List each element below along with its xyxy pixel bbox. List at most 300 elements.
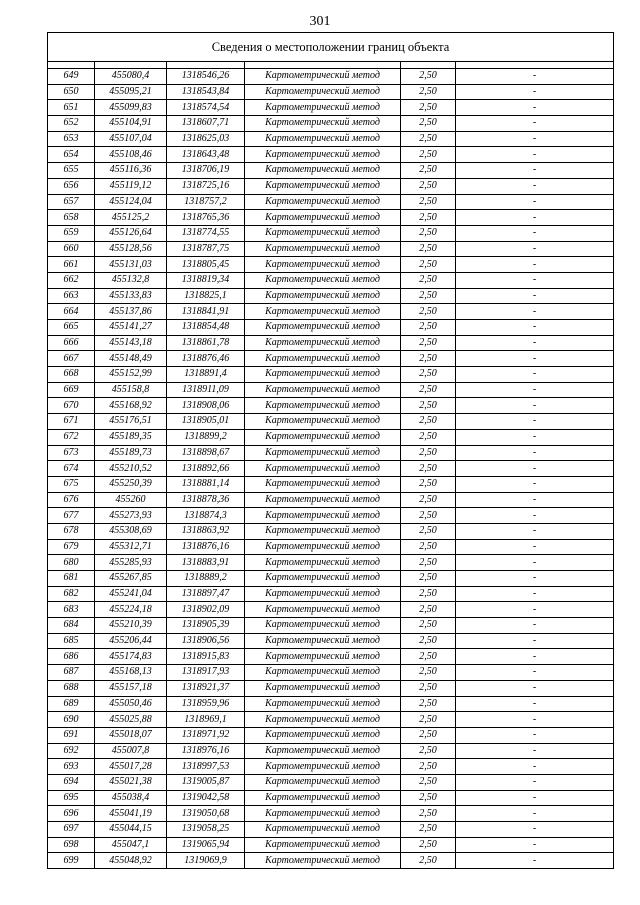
table-row: [48, 367, 614, 383]
x-coordinate-cell: 455168,13: [95, 665, 167, 681]
point-number-cell: 662: [48, 272, 95, 288]
method-cell: Картометрический метод: [245, 367, 401, 383]
x-coordinate-cell: 455104,91: [95, 116, 167, 132]
x-coordinate-cell: 455047,1: [95, 837, 167, 853]
y-coordinate-cell: 1318959,96: [167, 696, 245, 712]
accuracy-cell: 2,50: [401, 335, 456, 351]
method-cell: Картометрический метод: [245, 429, 401, 445]
table-row: [48, 194, 614, 210]
table-row: [48, 382, 614, 398]
table-row: [48, 727, 614, 743]
y-coordinate-cell: 1318917,93: [167, 665, 245, 681]
x-coordinate-cell: 455210,52: [95, 461, 167, 477]
table-row: [48, 633, 614, 649]
table-row: [48, 178, 614, 194]
method-cell: Картометрический метод: [245, 398, 401, 414]
y-coordinate-cell: 1318643,48: [167, 147, 245, 163]
table-row: [48, 398, 614, 414]
method-cell: Картометрический метод: [245, 210, 401, 226]
table-row: [48, 508, 614, 524]
point-number-cell: 652: [48, 116, 95, 132]
y-coordinate-cell: 1319065,94: [167, 837, 245, 853]
point-number-cell: 684: [48, 618, 95, 634]
x-coordinate-cell: 455132,8: [95, 272, 167, 288]
description-cell: -: [456, 743, 614, 759]
point-number-cell: 677: [48, 508, 95, 524]
point-number-cell: 682: [48, 586, 95, 602]
table-row: [48, 696, 614, 712]
table-row: [48, 461, 614, 477]
point-number-cell: 681: [48, 571, 95, 587]
method-cell: Картометрический метод: [245, 774, 401, 790]
table-row: [48, 163, 614, 179]
table-row: [48, 288, 614, 304]
point-number-cell: 679: [48, 539, 95, 555]
table-row: [48, 602, 614, 618]
point-number-cell: 688: [48, 680, 95, 696]
y-coordinate-cell: 1318607,71: [167, 116, 245, 132]
method-cell: Картометрический метод: [245, 445, 401, 461]
accuracy-cell: 2,50: [401, 618, 456, 634]
accuracy-cell: 2,50: [401, 790, 456, 806]
point-number-cell: 698: [48, 837, 95, 853]
accuracy-cell: 2,50: [401, 727, 456, 743]
table-row: [48, 774, 614, 790]
table-row: [48, 445, 614, 461]
description-cell: -: [456, 194, 614, 210]
x-coordinate-cell: 455141,27: [95, 320, 167, 336]
description-cell: -: [456, 476, 614, 492]
table-row: [48, 476, 614, 492]
table-row: [48, 335, 614, 351]
description-cell: -: [456, 272, 614, 288]
point-number-cell: 674: [48, 461, 95, 477]
y-coordinate-cell: 1318774,55: [167, 225, 245, 241]
y-coordinate-cell: 1318899,2: [167, 429, 245, 445]
description-cell: -: [456, 304, 614, 320]
x-coordinate-cell: 455018,07: [95, 727, 167, 743]
y-coordinate-cell: 1318997,53: [167, 759, 245, 775]
method-cell: Картометрический метод: [245, 461, 401, 477]
y-coordinate-cell: 1318921,37: [167, 680, 245, 696]
accuracy-cell: 2,50: [401, 633, 456, 649]
method-cell: Картометрический метод: [245, 116, 401, 132]
x-coordinate-cell: 455038,4: [95, 790, 167, 806]
point-number-cell: 696: [48, 806, 95, 822]
description-cell: -: [456, 335, 614, 351]
point-number-cell: 694: [48, 774, 95, 790]
method-cell: Картометрический метод: [245, 790, 401, 806]
x-coordinate-cell: 455260: [95, 492, 167, 508]
spacer-row: [48, 62, 614, 69]
accuracy-cell: 2,50: [401, 508, 456, 524]
description-cell: -: [456, 131, 614, 147]
method-cell: Картометрический метод: [245, 225, 401, 241]
point-number-cell: 687: [48, 665, 95, 681]
description-cell: -: [456, 320, 614, 336]
x-coordinate-cell: 455108,46: [95, 147, 167, 163]
y-coordinate-cell: 1318969,1: [167, 712, 245, 728]
point-number-cell: 664: [48, 304, 95, 320]
point-number-cell: 657: [48, 194, 95, 210]
point-number-cell: 669: [48, 382, 95, 398]
y-coordinate-cell: 1318841,91: [167, 304, 245, 320]
method-cell: Картометрический метод: [245, 382, 401, 398]
method-cell: Картометрический метод: [245, 492, 401, 508]
x-coordinate-cell: 455143,18: [95, 335, 167, 351]
point-number-cell: 676: [48, 492, 95, 508]
method-cell: Картометрический метод: [245, 633, 401, 649]
method-cell: Картометрический метод: [245, 335, 401, 351]
y-coordinate-cell: 1319005,87: [167, 774, 245, 790]
accuracy-cell: 2,50: [401, 476, 456, 492]
point-number-cell: 653: [48, 131, 95, 147]
x-coordinate-cell: 455133,83: [95, 288, 167, 304]
table-row: [48, 131, 614, 147]
table-row: [48, 571, 614, 587]
y-coordinate-cell: 1318543,84: [167, 84, 245, 100]
accuracy-cell: 2,50: [401, 147, 456, 163]
y-coordinate-cell: 1318625,03: [167, 131, 245, 147]
y-coordinate-cell: 1318905,39: [167, 618, 245, 634]
table-row: [48, 806, 614, 822]
y-coordinate-cell: 1318574,54: [167, 100, 245, 116]
accuracy-cell: 2,50: [401, 414, 456, 430]
method-cell: Картометрический метод: [245, 84, 401, 100]
x-coordinate-cell: 455137,86: [95, 304, 167, 320]
method-cell: Картометрический метод: [245, 571, 401, 587]
method-cell: Картометрический метод: [245, 304, 401, 320]
y-coordinate-cell: 1318908,06: [167, 398, 245, 414]
table-row: [48, 665, 614, 681]
x-coordinate-cell: 455224,18: [95, 602, 167, 618]
point-number-cell: 654: [48, 147, 95, 163]
y-coordinate-cell: 1318725,16: [167, 178, 245, 194]
description-cell: -: [456, 351, 614, 367]
table-row: [48, 147, 614, 163]
method-cell: Картометрический метод: [245, 743, 401, 759]
accuracy-cell: 2,50: [401, 100, 456, 116]
description-cell: -: [456, 759, 614, 775]
x-coordinate-cell: 455168,92: [95, 398, 167, 414]
accuracy-cell: 2,50: [401, 837, 456, 853]
y-coordinate-cell: 1319058,25: [167, 822, 245, 838]
point-number-cell: 699: [48, 853, 95, 869]
y-coordinate-cell: 1318765,36: [167, 210, 245, 226]
x-coordinate-cell: 455095,21: [95, 84, 167, 100]
table-row: [48, 853, 614, 869]
method-cell: Картометрический метод: [245, 712, 401, 728]
y-coordinate-cell: 1319042,58: [167, 790, 245, 806]
point-number-cell: 661: [48, 257, 95, 273]
accuracy-cell: 2,50: [401, 461, 456, 477]
point-number-cell: 665: [48, 320, 95, 336]
table-row: [48, 539, 614, 555]
y-coordinate-cell: 1318861,78: [167, 335, 245, 351]
point-number-cell: 656: [48, 178, 95, 194]
table-row: [48, 618, 614, 634]
x-coordinate-cell: 455007,8: [95, 743, 167, 759]
x-coordinate-cell: 455250,39: [95, 476, 167, 492]
x-coordinate-cell: 455044,15: [95, 822, 167, 838]
x-coordinate-cell: 455152,99: [95, 367, 167, 383]
method-cell: Картометрический метод: [245, 602, 401, 618]
description-cell: -: [456, 822, 614, 838]
accuracy-cell: 2,50: [401, 665, 456, 681]
y-coordinate-cell: 1318787,75: [167, 241, 245, 257]
y-coordinate-cell: 1318889,2: [167, 571, 245, 587]
table-title-row: [48, 33, 614, 62]
table-row: [48, 429, 614, 445]
method-cell: Картометрический метод: [245, 414, 401, 430]
table-row: [48, 320, 614, 336]
method-cell: Картометрический метод: [245, 853, 401, 869]
y-coordinate-cell: 1318546,26: [167, 69, 245, 85]
table-row: [48, 837, 614, 853]
accuracy-cell: 2,50: [401, 602, 456, 618]
y-coordinate-cell: 1318757,2: [167, 194, 245, 210]
x-coordinate-cell: 455285,93: [95, 555, 167, 571]
description-cell: -: [456, 602, 614, 618]
accuracy-cell: 2,50: [401, 210, 456, 226]
y-coordinate-cell: 1318883,91: [167, 555, 245, 571]
accuracy-cell: 2,50: [401, 163, 456, 179]
y-coordinate-cell: 1318891,4: [167, 367, 245, 383]
table-row: [48, 225, 614, 241]
point-number-cell: 683: [48, 602, 95, 618]
accuracy-cell: 2,50: [401, 320, 456, 336]
description-cell: -: [456, 523, 614, 539]
x-coordinate-cell: 455041,19: [95, 806, 167, 822]
accuracy-cell: 2,50: [401, 806, 456, 822]
table-row: [48, 84, 614, 100]
description-cell: -: [456, 84, 614, 100]
method-cell: Картометрический метод: [245, 241, 401, 257]
y-coordinate-cell: 1319069,9: [167, 853, 245, 869]
point-number-cell: 649: [48, 69, 95, 85]
description-cell: -: [456, 712, 614, 728]
accuracy-cell: 2,50: [401, 257, 456, 273]
accuracy-cell: 2,50: [401, 194, 456, 210]
point-number-cell: 650: [48, 84, 95, 100]
description-cell: -: [456, 288, 614, 304]
description-cell: -: [456, 241, 614, 257]
method-cell: Картометрический метод: [245, 194, 401, 210]
x-coordinate-cell: 455126,64: [95, 225, 167, 241]
method-cell: Картометрический метод: [245, 100, 401, 116]
point-number-cell: 697: [48, 822, 95, 838]
description-cell: -: [456, 508, 614, 524]
point-number-cell: 671: [48, 414, 95, 430]
method-cell: Картометрический метод: [245, 257, 401, 273]
y-coordinate-cell: 1318706,19: [167, 163, 245, 179]
accuracy-cell: 2,50: [401, 492, 456, 508]
description-cell: -: [456, 727, 614, 743]
table-row: [48, 257, 614, 273]
point-number-cell: 666: [48, 335, 95, 351]
description-cell: -: [456, 649, 614, 665]
y-coordinate-cell: 1318892,66: [167, 461, 245, 477]
description-cell: -: [456, 837, 614, 853]
table-row: [48, 351, 614, 367]
y-coordinate-cell: 1318878,36: [167, 492, 245, 508]
accuracy-cell: 2,50: [401, 116, 456, 132]
y-coordinate-cell: 1318805,45: [167, 257, 245, 273]
accuracy-cell: 2,50: [401, 69, 456, 85]
accuracy-cell: 2,50: [401, 743, 456, 759]
method-cell: Картометрический метод: [245, 759, 401, 775]
description-cell: -: [456, 100, 614, 116]
description-cell: -: [456, 665, 614, 681]
method-cell: Картометрический метод: [245, 822, 401, 838]
boundary-table: [47, 32, 614, 869]
x-coordinate-cell: 455080,4: [95, 69, 167, 85]
table-row: [48, 272, 614, 288]
page-number: 301: [309, 14, 331, 29]
accuracy-cell: 2,50: [401, 84, 456, 100]
table-row: [48, 743, 614, 759]
y-coordinate-cell: 1318971,92: [167, 727, 245, 743]
accuracy-cell: 2,50: [401, 429, 456, 445]
point-number-cell: 685: [48, 633, 95, 649]
table-title: Сведения о местоположении границ объекта: [48, 33, 614, 62]
method-cell: Картометрический метод: [245, 351, 401, 367]
method-cell: Картометрический метод: [245, 649, 401, 665]
y-coordinate-cell: 1318854,48: [167, 320, 245, 336]
accuracy-cell: 2,50: [401, 382, 456, 398]
description-cell: -: [456, 163, 614, 179]
y-coordinate-cell: 1318874,3: [167, 508, 245, 524]
x-coordinate-cell: 455158,8: [95, 382, 167, 398]
x-coordinate-cell: 455025,88: [95, 712, 167, 728]
table-row: [48, 304, 614, 320]
accuracy-cell: 2,50: [401, 445, 456, 461]
x-coordinate-cell: 455308,69: [95, 523, 167, 539]
point-number-cell: 672: [48, 429, 95, 445]
accuracy-cell: 2,50: [401, 523, 456, 539]
description-cell: -: [456, 492, 614, 508]
point-number-cell: 670: [48, 398, 95, 414]
description-cell: -: [456, 461, 614, 477]
point-number-cell: 691: [48, 727, 95, 743]
accuracy-cell: 2,50: [401, 712, 456, 728]
description-cell: -: [456, 178, 614, 194]
description-cell: -: [456, 382, 614, 398]
point-number-cell: 690: [48, 712, 95, 728]
y-coordinate-cell: 1318902,09: [167, 602, 245, 618]
description-cell: -: [456, 210, 614, 226]
point-number-cell: 663: [48, 288, 95, 304]
description-cell: -: [456, 539, 614, 555]
method-cell: Картометрический метод: [245, 618, 401, 634]
description-cell: -: [456, 790, 614, 806]
table-row: [48, 69, 614, 85]
x-coordinate-cell: 455157,18: [95, 680, 167, 696]
method-cell: Картометрический метод: [245, 727, 401, 743]
method-cell: Картометрический метод: [245, 272, 401, 288]
point-number-cell: 693: [48, 759, 95, 775]
method-cell: Картометрический метод: [245, 320, 401, 336]
description-cell: -: [456, 367, 614, 383]
table-row: [48, 116, 614, 132]
table-row: [48, 492, 614, 508]
x-coordinate-cell: 455119,12: [95, 178, 167, 194]
accuracy-cell: 2,50: [401, 571, 456, 587]
x-coordinate-cell: 455021,38: [95, 774, 167, 790]
table-row: [48, 241, 614, 257]
accuracy-cell: 2,50: [401, 272, 456, 288]
accuracy-cell: 2,50: [401, 586, 456, 602]
x-coordinate-cell: 455131,03: [95, 257, 167, 273]
point-number-cell: 695: [48, 790, 95, 806]
method-cell: Картометрический метод: [245, 806, 401, 822]
accuracy-cell: 2,50: [401, 539, 456, 555]
table-row: [48, 555, 614, 571]
y-coordinate-cell: 1318876,16: [167, 539, 245, 555]
description-cell: -: [456, 618, 614, 634]
point-number-cell: 673: [48, 445, 95, 461]
y-coordinate-cell: 1319050,68: [167, 806, 245, 822]
x-coordinate-cell: 455125,2: [95, 210, 167, 226]
method-cell: Картометрический метод: [245, 555, 401, 571]
y-coordinate-cell: 1318863,92: [167, 523, 245, 539]
table-row: [48, 586, 614, 602]
description-cell: -: [456, 398, 614, 414]
description-cell: -: [456, 414, 614, 430]
x-coordinate-cell: 455116,36: [95, 163, 167, 179]
accuracy-cell: 2,50: [401, 398, 456, 414]
y-coordinate-cell: 1318915,83: [167, 649, 245, 665]
accuracy-cell: 2,50: [401, 555, 456, 571]
x-coordinate-cell: 455210,39: [95, 618, 167, 634]
description-cell: -: [456, 225, 614, 241]
method-cell: Картометрический метод: [245, 69, 401, 85]
table-row: [48, 100, 614, 116]
accuracy-cell: 2,50: [401, 696, 456, 712]
x-coordinate-cell: 455176,51: [95, 414, 167, 430]
method-cell: Картометрический метод: [245, 476, 401, 492]
accuracy-cell: 2,50: [401, 178, 456, 194]
y-coordinate-cell: 1318876,46: [167, 351, 245, 367]
y-coordinate-cell: 1318819,34: [167, 272, 245, 288]
point-number-cell: 689: [48, 696, 95, 712]
y-coordinate-cell: 1318906,56: [167, 633, 245, 649]
accuracy-cell: 2,50: [401, 367, 456, 383]
method-cell: Картометрический метод: [245, 539, 401, 555]
x-coordinate-cell: 455017,28: [95, 759, 167, 775]
method-cell: Картометрический метод: [245, 147, 401, 163]
accuracy-cell: 2,50: [401, 680, 456, 696]
x-coordinate-cell: 455241,04: [95, 586, 167, 602]
x-coordinate-cell: 455174,83: [95, 649, 167, 665]
accuracy-cell: 2,50: [401, 853, 456, 869]
x-coordinate-cell: 455124,04: [95, 194, 167, 210]
y-coordinate-cell: 1318976,16: [167, 743, 245, 759]
method-cell: Картометрический метод: [245, 837, 401, 853]
description-cell: -: [456, 774, 614, 790]
point-number-cell: 675: [48, 476, 95, 492]
point-number-cell: 680: [48, 555, 95, 571]
x-coordinate-cell: 455099,83: [95, 100, 167, 116]
x-coordinate-cell: 455267,85: [95, 571, 167, 587]
accuracy-cell: 2,50: [401, 351, 456, 367]
y-coordinate-cell: 1318911,09: [167, 382, 245, 398]
point-number-cell: 659: [48, 225, 95, 241]
accuracy-cell: 2,50: [401, 822, 456, 838]
method-cell: Картометрический метод: [245, 178, 401, 194]
table-row: [48, 712, 614, 728]
method-cell: Картометрический метод: [245, 523, 401, 539]
